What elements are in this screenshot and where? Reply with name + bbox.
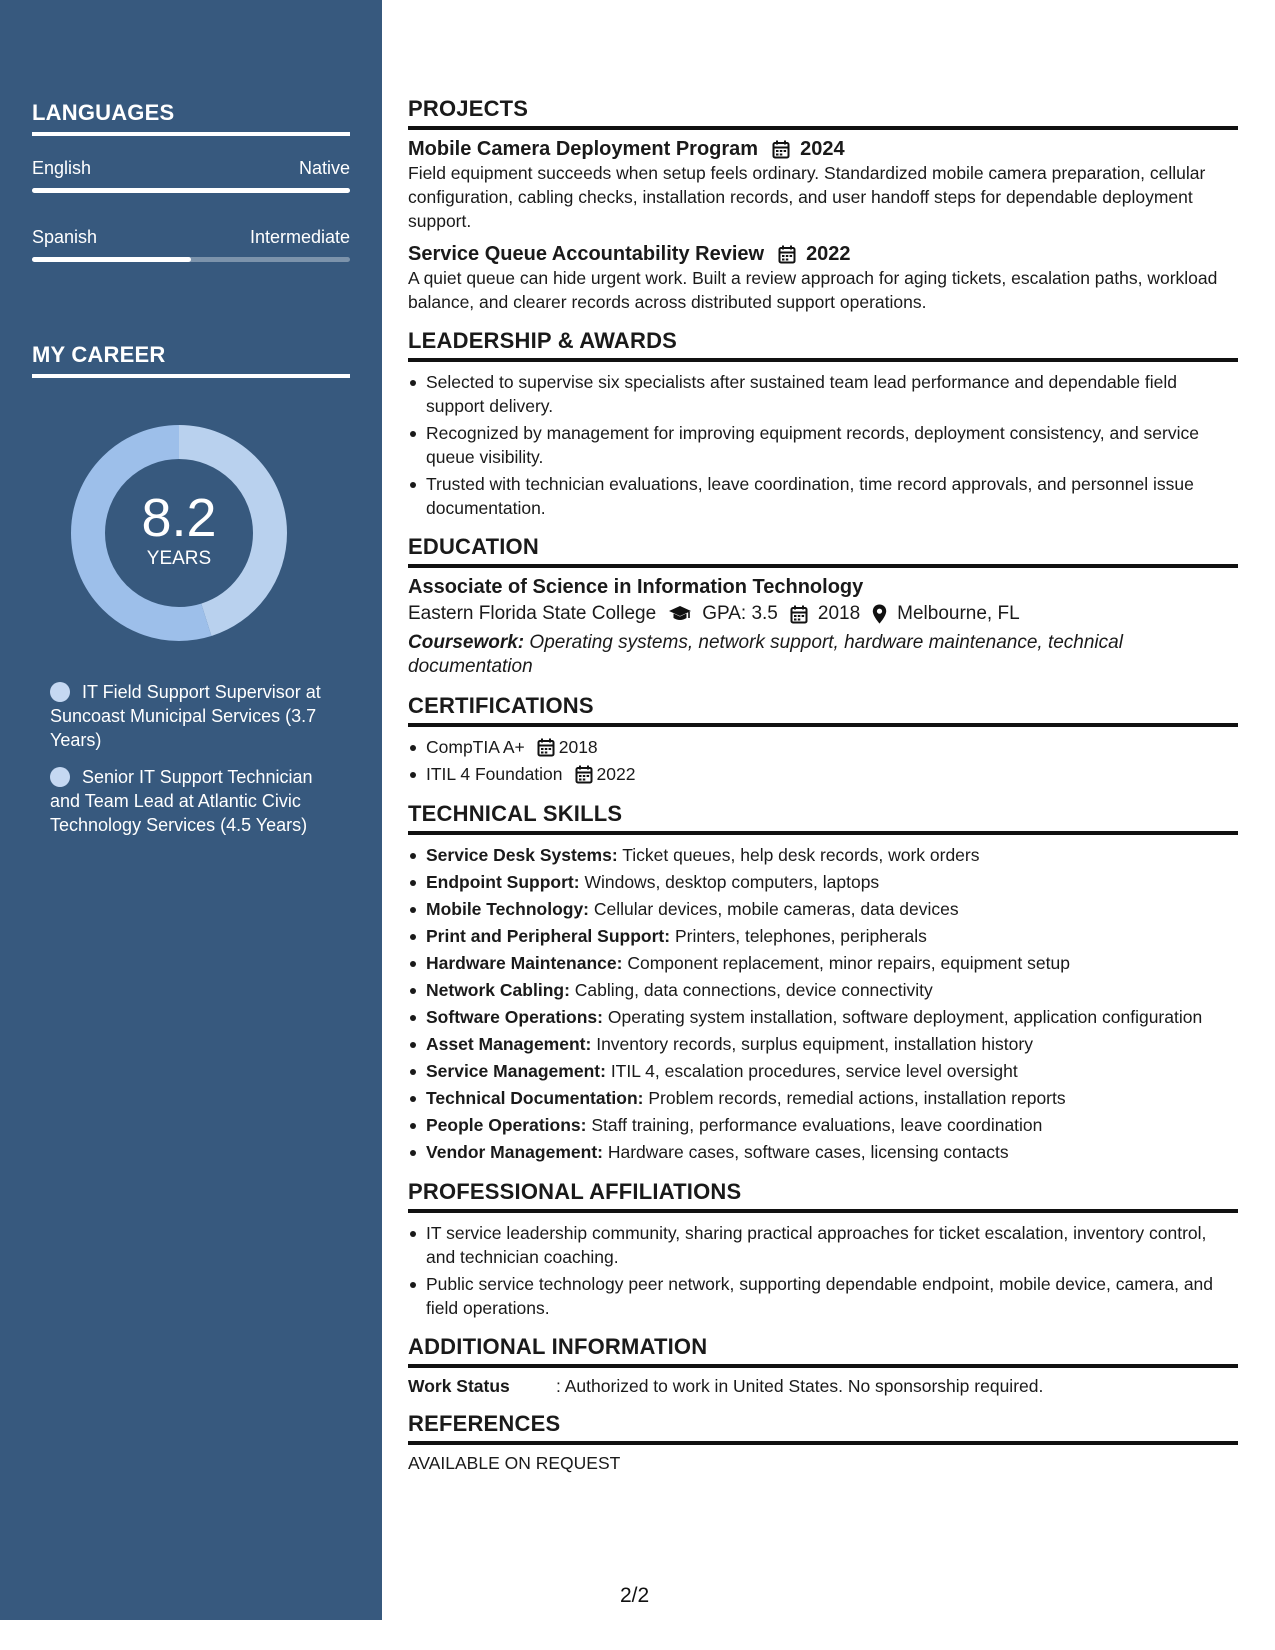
affiliations-list <box>408 1221 1238 1320</box>
education-section <box>408 534 1238 679</box>
work-status-value: : Authorized to work in United States. No sponsorship required. <box>556 1376 1044 1396</box>
leadership-title: LEADERSHIP & AWARDS <box>408 328 1238 362</box>
skill-label: Print and Peripheral Support: <box>426 926 671 946</box>
location-pin-icon <box>872 604 887 624</box>
projects-title: PROJECTS <box>408 96 1238 130</box>
sidebar <box>0 0 382 1620</box>
career-item-text: IT Field Support Supervisor at Suncoast Municipal Services (3.7 Years) <box>50 682 321 750</box>
language-row-english <box>32 158 350 179</box>
certifications-list <box>408 735 1238 787</box>
list-item: Public service technology peer network, supporting dependable endpoint, mobile device, camera, and field operations. <box>408 1272 1238 1320</box>
list-item: Trusted with technician evaluations, leave coordination, time record approvals, and personnel issue documentation. <box>408 472 1238 520</box>
donut-center <box>66 420 292 646</box>
education-meta <box>408 603 1238 625</box>
skill-item <box>408 1059 1238 1084</box>
skill-item <box>408 978 1238 1003</box>
skill-item <box>408 951 1238 976</box>
skill-value: Operating system installation, software deployment, application configuration <box>607 1007 1203 1027</box>
skill-value: Cabling, data connections, device connectivity <box>574 980 933 1000</box>
certifications-section <box>408 693 1238 787</box>
skill-value: Problem records, remedial actions, installation reports <box>648 1088 1066 1108</box>
page-number: 2/2 <box>620 1584 650 1607</box>
skill-item <box>408 1113 1238 1138</box>
skill-label: Vendor Management: <box>426 1142 603 1162</box>
leadership-section <box>408 328 1238 520</box>
skill-label: Service Management: <box>426 1061 606 1081</box>
degree: Associate of Science in Information Technology <box>408 576 864 598</box>
references-section <box>408 1411 1238 1474</box>
references-text: AVAILABLE ON REQUEST <box>408 1453 621 1473</box>
career-item <box>50 680 340 752</box>
skill-label: Service Desk Systems: <box>426 845 618 865</box>
certification-item <box>408 762 1238 787</box>
calendar-icon <box>537 738 555 757</box>
skill-item <box>408 870 1238 895</box>
project-heading <box>408 138 1238 161</box>
calendar-icon <box>778 245 796 264</box>
skill-label: Hardware Maintenance: <box>426 953 623 973</box>
list-item: Selected to supervise six specialists after sustained team lead performance and dependable field support delivery. <box>408 370 1238 418</box>
skill-label: Endpoint Support: <box>426 872 580 892</box>
skill-value: Ticket queues, help desk records, work orders <box>622 845 980 865</box>
skill-label: Software Operations: <box>426 1007 603 1027</box>
work-status-key: Work Status <box>408 1376 510 1396</box>
certifications-title: CERTIFICATIONS <box>408 693 1238 727</box>
skill-item <box>408 843 1238 868</box>
language-level: Native <box>298 158 350 178</box>
language-bar-fill <box>32 188 350 193</box>
references-title: REFERENCES <box>408 1411 1238 1445</box>
skill-item <box>408 1140 1238 1165</box>
languages-title: LANGUAGES <box>32 100 350 136</box>
years-unit: YEARS <box>146 548 212 569</box>
certification-name: CompTIA A+ <box>426 737 525 757</box>
certification-item <box>408 735 1238 760</box>
project-year: 2024 <box>800 138 845 160</box>
language-name: English <box>32 158 92 178</box>
language-bar-english <box>32 188 350 193</box>
project-year: 2022 <box>806 243 851 265</box>
graduation-cap-icon <box>668 605 692 623</box>
skill-label: Mobile Technology: <box>426 899 590 919</box>
skill-value: Printers, telephones, peripherals <box>674 926 927 946</box>
coursework-label: Coursework: <box>408 632 525 653</box>
graduation-year: 2018 <box>817 603 861 624</box>
skill-item <box>408 1005 1238 1030</box>
calendar-icon <box>790 605 808 624</box>
language-row-spanish <box>32 227 350 248</box>
skill-item <box>408 1086 1238 1111</box>
skill-value: Cellular devices, mobile cameras, data devices <box>593 899 959 919</box>
career-item <box>50 765 340 837</box>
language-bar-fill <box>32 257 191 262</box>
skill-value: Inventory records, surplus equipment, installation history <box>596 1034 1033 1054</box>
coursework-text: Operating systems, network support, hardware maintenance, technical documentation <box>408 632 1123 677</box>
skill-value: ITIL 4, escalation procedures, service level oversight <box>610 1061 1018 1081</box>
bullet-dot-icon <box>50 767 70 787</box>
affiliations-title: PROFESSIONAL AFFILIATIONS <box>408 1179 1238 1213</box>
language-level: Intermediate <box>249 227 350 247</box>
total-years: 8.2 <box>141 488 217 548</box>
skill-label: Technical Documentation: <box>426 1088 644 1108</box>
list-item: IT service leadership community, sharing practical approaches for ticket escalation, inventory control, and technician coaching. <box>408 1221 1238 1269</box>
project-heading <box>408 243 1238 266</box>
project-description: Field equipment succeeds when setup feels ordinary. Standardized mobile camera preparation, cellular configuration, cabling checks, installation records, and user handoff steps for dependable deployment support. <box>408 163 1206 231</box>
additional-section <box>408 1334 1238 1397</box>
gpa: GPA: 3.5 <box>702 603 778 624</box>
calendar-icon <box>575 765 593 784</box>
projects-section <box>408 96 1238 314</box>
career-item-text: Senior IT Support Technician and Team Lead at Atlantic Civic Technology Services (4.5 Years) <box>50 767 313 835</box>
skill-value: Component replacement, minor repairs, equipment setup <box>627 953 1070 973</box>
language-name: Spanish <box>32 227 98 247</box>
certification-year: 2022 <box>596 764 636 784</box>
skill-value: Hardware cases, software cases, licensing contacts <box>607 1142 1009 1162</box>
coursework <box>408 631 1238 679</box>
skill-label: Asset Management: <box>426 1034 592 1054</box>
education-title: EDUCATION <box>408 534 1238 568</box>
calendar-icon <box>772 140 790 159</box>
career-donut-chart <box>66 420 292 646</box>
project-name: Mobile Camera Deployment Program <box>408 138 759 160</box>
school-name: Eastern Florida State College <box>408 603 657 624</box>
certification-name: ITIL 4 Foundation <box>426 764 563 784</box>
main-content <box>408 96 1238 1488</box>
skill-value: Windows, desktop computers, laptops <box>584 872 880 892</box>
skills-section <box>408 801 1238 1165</box>
work-status-row <box>408 1376 1238 1397</box>
list-item: Recognized by management for improving equipment records, deployment consistency, and service queue visibility. <box>408 421 1238 469</box>
skill-label: People Operations: <box>426 1115 587 1135</box>
education-location: Melbourne, FL <box>897 603 1020 624</box>
skills-list <box>408 843 1238 1165</box>
project-description: A quiet queue can hide urgent work. Built a review approach for aging tickets, escalation paths, workload balance, and clearer records across distributed support operations. <box>408 268 1218 312</box>
skills-title: TECHNICAL SKILLS <box>408 801 1238 835</box>
career-title: MY CAREER <box>32 342 350 378</box>
skill-value: Staff training, performance evaluations, leave coordination <box>591 1115 1043 1135</box>
skill-label: Network Cabling: <box>426 980 570 1000</box>
affiliations-section <box>408 1179 1238 1320</box>
bullet-dot-icon <box>50 682 70 702</box>
skill-item <box>408 924 1238 949</box>
additional-title: ADDITIONAL INFORMATION <box>408 1334 1238 1368</box>
project-name: Service Queue Accountability Review <box>408 243 765 265</box>
skill-item <box>408 1032 1238 1057</box>
leadership-list <box>408 370 1238 520</box>
certification-year: 2018 <box>558 737 598 757</box>
skill-item <box>408 897 1238 922</box>
language-bar-spanish <box>32 257 350 262</box>
career-list <box>50 680 340 850</box>
